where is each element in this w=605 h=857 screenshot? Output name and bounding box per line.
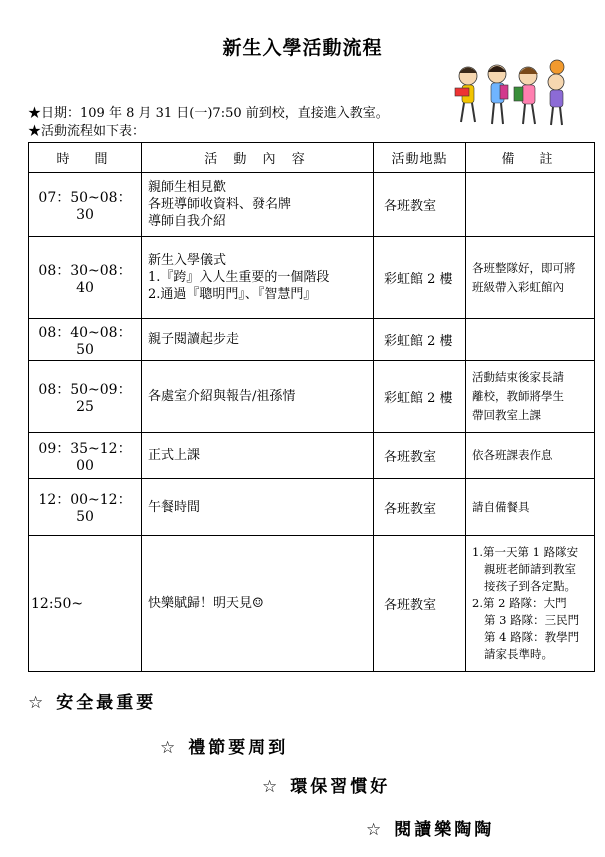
- slogan-reading: [366, 815, 494, 840]
- row-note: [466, 433, 595, 479]
- activity-line: 導師自我介紹: [148, 214, 227, 229]
- star-icon: ☆: [28, 693, 47, 713]
- row-location: 各班教室: [374, 433, 466, 479]
- note-line: 請自備餐具: [472, 499, 530, 514]
- table-row: [29, 319, 595, 361]
- activity-line: 快樂賦歸！明天見☺: [148, 596, 264, 611]
- slogan-safety: [28, 688, 156, 713]
- row-activity: [142, 433, 374, 479]
- info-date: ★日期：109 年 8 月 31 日(一)7:50 前到校，直接進入教室。: [28, 106, 389, 121]
- row-time: 08：50~09：25: [29, 361, 142, 433]
- activity-line: 1.『跨』入人生重要的一個階段: [148, 270, 330, 285]
- table-row: [29, 536, 595, 672]
- table-row: [29, 237, 595, 319]
- row-time: 12：00~12：50: [29, 479, 142, 536]
- row-activity: [142, 319, 374, 361]
- note-line: 親班老師請到教室: [484, 562, 576, 576]
- children-illustration: [450, 58, 575, 130]
- row-note: [466, 319, 595, 361]
- slogan-eco: [262, 772, 390, 797]
- header-time: 時 間: [29, 143, 142, 173]
- note-line: 第 3 路隊：三民門: [484, 613, 580, 627]
- row-time: 08：40~08：50: [29, 319, 142, 361]
- slogan-text: 安全最重要: [56, 693, 157, 713]
- row-location: 彩虹館 2 樓: [374, 319, 466, 361]
- star-icon: ☆: [262, 777, 281, 797]
- table-header-row: [29, 143, 595, 173]
- slogan-etiquette: [160, 733, 288, 758]
- activity-line: 各處室介紹與報告/祖孫情: [148, 389, 296, 404]
- schedule-table: [28, 142, 595, 672]
- note-line: 2.第 2 路隊：大門: [472, 596, 567, 610]
- note-line: 1.第一天第 1 路隊安: [472, 545, 579, 559]
- note-line: 帶回教室上課: [472, 408, 541, 422]
- activity-line: 親子閱讀起步走: [148, 332, 240, 347]
- activity-line: 新生入學儀式: [148, 253, 227, 268]
- note-line: 依各班課表作息: [472, 448, 553, 462]
- row-location: 彩虹館 2 樓: [374, 237, 466, 319]
- row-location: 各班教室: [374, 173, 466, 237]
- note-line: 請家長準時。: [484, 647, 553, 661]
- slogan-text: 環保習慣好: [290, 777, 391, 797]
- activity-line: 2.通過『聰明門』、『智慧門』: [148, 287, 317, 302]
- activity-line: 午餐時間: [148, 499, 201, 515]
- header-activity: 活 動 內 容: [142, 143, 374, 173]
- row-note: [466, 361, 595, 433]
- note-line: 各班整隊好，即可將: [472, 260, 576, 275]
- row-note: [466, 237, 595, 319]
- row-activity: [142, 479, 374, 536]
- note-line: 離校，教師將學生: [472, 389, 564, 403]
- star-icon: ☆: [160, 738, 179, 758]
- info-flow: ★活動流程如下表：: [28, 124, 146, 139]
- row-activity: [142, 237, 374, 319]
- note-line: 第 4 路隊：教學門: [484, 630, 580, 644]
- row-time: 09：35~12：00: [29, 433, 142, 479]
- table-row: [29, 361, 595, 433]
- slogan-text: 禮節要周到: [188, 738, 289, 758]
- page-title: 新生入學活動流程: [222, 37, 383, 59]
- row-note: [466, 536, 595, 672]
- activity-line: 正式上課: [148, 448, 201, 463]
- note-line: 活動結束後家長請: [472, 370, 564, 384]
- header-note: 備 註: [466, 143, 595, 173]
- table-row: [29, 433, 595, 479]
- row-location: 各班教室: [374, 536, 466, 672]
- row-activity: [142, 173, 374, 237]
- note-line: 班級帶入彩虹館內: [472, 279, 564, 294]
- row-location: 彩虹館 2 樓: [374, 361, 466, 433]
- row-activity: [142, 536, 374, 672]
- activity-line: 各班導師收資料、發名牌: [148, 197, 292, 212]
- row-time: 07：50~08：30: [29, 173, 142, 237]
- table-row: [29, 173, 595, 237]
- row-note: [466, 479, 595, 536]
- row-activity: [142, 361, 374, 433]
- header-location: 活動地點: [374, 143, 466, 173]
- row-note: [466, 173, 595, 237]
- activity-line: 親師生相見歡: [148, 180, 227, 195]
- row-time: 08：30~08：40: [29, 237, 142, 319]
- note-line: 接孩子到各定點。: [484, 579, 576, 593]
- row-time: 12:50~: [29, 536, 142, 672]
- row-location: 各班教室: [374, 479, 466, 536]
- slogan-text: 閱讀樂陶陶: [394, 820, 495, 840]
- star-icon: ☆: [366, 820, 385, 840]
- table-row: [29, 479, 595, 536]
